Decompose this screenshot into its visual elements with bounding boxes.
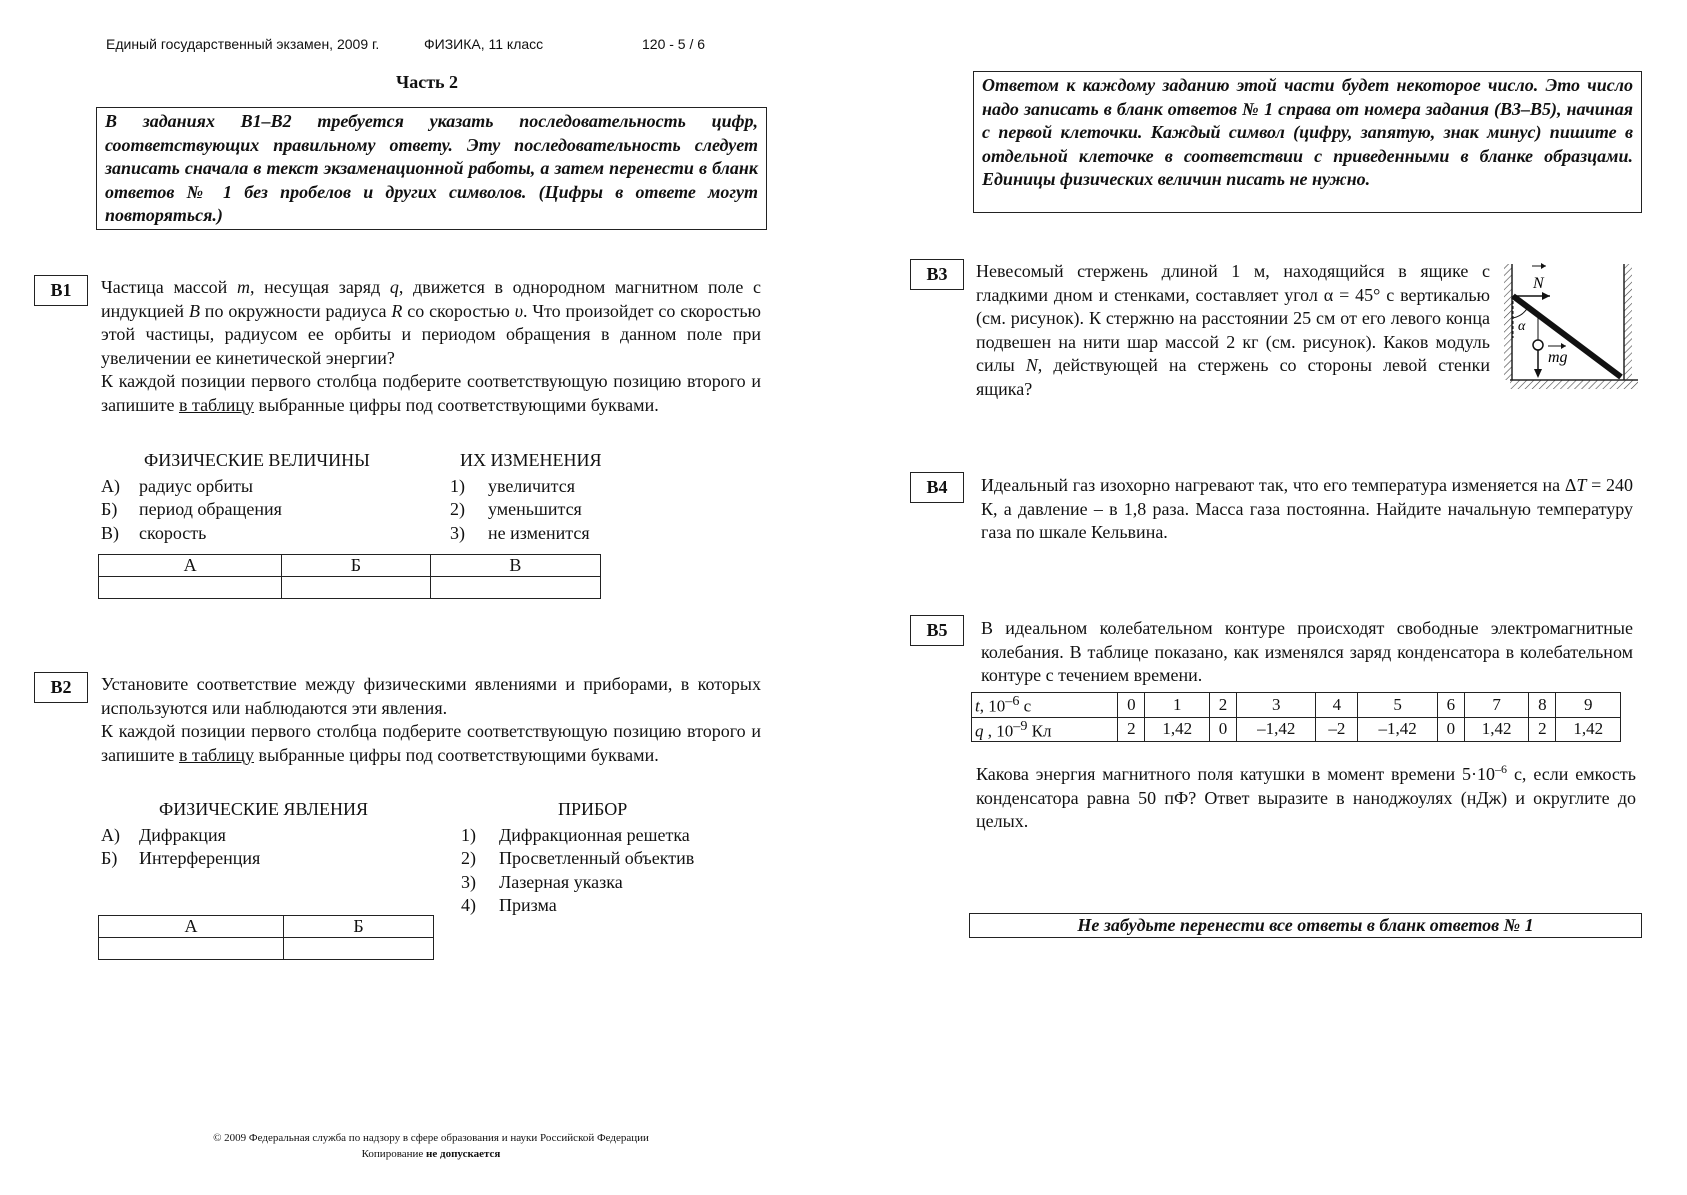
time-cell: 1 — [1145, 693, 1209, 718]
time-cell: 9 — [1556, 693, 1621, 718]
task-label-b5: В5 — [910, 615, 964, 646]
b1-answer-header: А — [99, 555, 282, 577]
b1-right-item: 2) уменьшится — [450, 499, 582, 519]
task-b2-instruction: К каждой позиции первого столбца подберите соответствующую позицию второго и запишите в таблицу выбранные цифры под соответствующими буквами. — [101, 721, 761, 765]
b2-left-column — [101, 798, 368, 871]
task-label-b3: В3 — [910, 259, 964, 290]
b3-figure-rod-in-box — [1500, 258, 1645, 393]
reminder-box: Не забудьте перенести все ответы в бланк ответов № 1 — [969, 913, 1642, 938]
footer-copy-notice: Копирование не допускается — [361, 1148, 501, 1160]
task-b1-question: Частица массой m, несущая заряд q, движется в однородном магнитном поле с индукцией B по окружности радиуса R со скоростью υ. Что произойдет со скоростью этой частицы, радиусом ее орбиты и периодом обращения в данном поле при увеличении ее кинетической энергии? — [101, 277, 762, 368]
box-floor-hatch — [1510, 380, 1638, 389]
task-b5-question: Какова энергия магнитного поля катушки в момент времени $5\cdot 10^{-6}$ с, если емкость конденсатора равна 50 пФ? Ответ выразите в наноджоулях (нДж) и округлите до целых. — [976, 762, 1636, 831]
task-b2-question: Установите соответствие между физическими явлениями и приборами, в которых используются или наблюдаются эти явления. — [101, 674, 761, 718]
task-label-b2: В2 — [34, 672, 88, 703]
b1-right-column — [450, 449, 602, 545]
b1-answer-cell[interactable] — [430, 577, 600, 599]
b1-answer-header: В — [430, 555, 600, 577]
charge-cell: 2 — [1529, 717, 1556, 742]
mg-label: mg — [1548, 349, 1568, 366]
b2-answer-cell[interactable] — [99, 938, 284, 960]
time-cell: 0 — [1118, 693, 1145, 718]
n-vector-mark-head — [1541, 263, 1546, 269]
table-row-charge — [972, 717, 1621, 742]
b2-right-column — [461, 798, 694, 918]
footer-copyright: © 2009 Федеральная служба по надзору в сфере образования и науки Российской Федерации — [213, 1132, 649, 1144]
n-label: N — [1533, 275, 1544, 292]
charge-cell: –1,42 — [1358, 717, 1437, 742]
force-mg-arrowhead — [1534, 369, 1542, 378]
charge-cell: –1,42 — [1237, 717, 1316, 742]
b2-answer-cell[interactable] — [284, 938, 434, 960]
b2-answer-header: Б — [284, 916, 434, 938]
task-label-b4: В4 — [910, 472, 964, 503]
b1-right-item: 3) не изменится — [450, 522, 590, 543]
left-wall-hatch — [1504, 264, 1512, 380]
charge-cell: –2 — [1316, 717, 1358, 742]
b2-answer-table — [98, 915, 434, 960]
task-b4-text: Идеальный газ изохорно нагревают так, что его температура изменяется на ΔT = 240 К, а давление – в 1,8 раза. Масса газа постоянна. Найдите начальную температуру газа по шкале Кельвина. — [981, 475, 1634, 542]
time-cell: 8 — [1529, 693, 1556, 718]
charge-cell: 1,42 — [1145, 717, 1209, 742]
b2-left-item: Б) Интерференция — [101, 848, 261, 868]
b5-data-table — [971, 692, 1621, 742]
time-cell: 3 — [1237, 693, 1316, 718]
charge-cell: 0 — [1437, 717, 1464, 742]
task-b1-instruction: К каждой позиции первого столбца подберите соответствующую позицию второго и запишите в таблицу выбранные цифры под соответствующими буквами. — [101, 371, 761, 415]
time-cell: 5 — [1358, 693, 1437, 718]
task-b1-text — [101, 276, 761, 417]
b1-right-heading: ИХ ИЗМЕНЕНИЯ — [460, 450, 602, 470]
b1-answer-header: Б — [282, 555, 430, 577]
time-header: t, $10^{-6}$ с — [972, 693, 1118, 718]
intro-box-left: В заданиях В1–В2 требуется указать последовательность цифр, соответствующих правильному ответу. Эту последовательность следует записать сначала в текст экзаменационной работы, а затем перенести в бланк ответов № 1 без пробелов и других символов. (Цифры в ответе могут повторяться.) — [96, 107, 767, 230]
page-number: 120 - 5 / 6 — [642, 36, 706, 52]
b2-left-item: А) Дифракция — [101, 824, 226, 845]
b1-answer-table — [98, 554, 601, 599]
time-cell: 7 — [1464, 693, 1528, 718]
b1-answer-cell[interactable] — [282, 577, 430, 599]
b2-answer-header: А — [99, 916, 284, 938]
intro-box-right: Ответом к каждому заданию этой части будет некоторое число. Это число надо записать в бланк ответов № 1 справа от номера задания (В3–В5), начиная с первой клеточки. Каждый символ (цифру, запятую, знак минус) пишите в отдельной клеточке в соответствии с приведенными в бланке образцами. Единицы физических величин писать не нужно. — [973, 71, 1642, 213]
alpha-label: α — [1518, 319, 1526, 334]
task-label-b1: В1 — [34, 275, 88, 306]
charge-cell: 1,42 — [1464, 717, 1528, 742]
right-wall-hatch — [1624, 264, 1632, 380]
b2-right-item: 2) Просветленный объектив — [461, 848, 695, 868]
part-title: Часть 2 — [396, 72, 459, 92]
task-b3-text: Невесомый стержень длиной 1 м, находящийся в ящике с гладкими дном и стенками, составляет угол α = 45° с вертикалью (см. рисунок). К стержню на расстоянии 25 см от его левого конца подвешен на нити шар массой 2 кг (см. рисунок). Каков модуль силы N, действующей на стержень со стороны левой стенки ящика? — [976, 261, 1490, 399]
b1-right-item: 1) увеличится — [450, 475, 576, 496]
subject-header: ФИЗИКА, 11 класс — [424, 36, 544, 52]
time-cell: 6 — [1437, 693, 1464, 718]
task-b5-text: В идеальном колебательном контуре происходят свободные электромагнитные колебания. В таблице показано, как изменялся заряд конденсатора в колебательном контуре с течением времени. — [981, 618, 1633, 685]
b1-left-column — [101, 449, 370, 545]
b2-right-item: 1) Дифракционная решетка — [461, 824, 690, 845]
charge-cell: 1,42 — [1556, 717, 1621, 742]
time-cell: 2 — [1209, 693, 1236, 718]
charge-cell: 2 — [1118, 717, 1145, 742]
b1-left-item: В) скорость — [101, 522, 207, 543]
ball — [1533, 340, 1543, 350]
b2-right-heading: ПРИБОР — [558, 799, 628, 819]
b2-right-item: 4) Призма — [461, 895, 557, 915]
b2-left-heading: ФИЗИЧЕСКИЕ ЯВЛЕНИЯ — [159, 799, 368, 819]
task-b2-text — [101, 673, 761, 767]
b1-left-item: А) радиус орбиты — [101, 475, 254, 496]
exam-header: Единый государственный экзамен, 2009 г. — [106, 36, 380, 52]
table-row-time — [972, 693, 1621, 718]
force-n-arrowhead — [1542, 292, 1550, 300]
time-cell: 4 — [1316, 693, 1358, 718]
b1-answer-cell[interactable] — [99, 577, 282, 599]
b2-right-item: 3) Лазерная указка — [461, 871, 623, 892]
charge-cell: 0 — [1209, 717, 1236, 742]
b1-left-heading: ФИЗИЧЕСКИЕ ВЕЛИЧИНЫ — [144, 450, 370, 470]
b1-left-item: Б) период обращения — [101, 499, 282, 519]
charge-header: q , $10^{-9}$ Кл — [972, 717, 1118, 742]
